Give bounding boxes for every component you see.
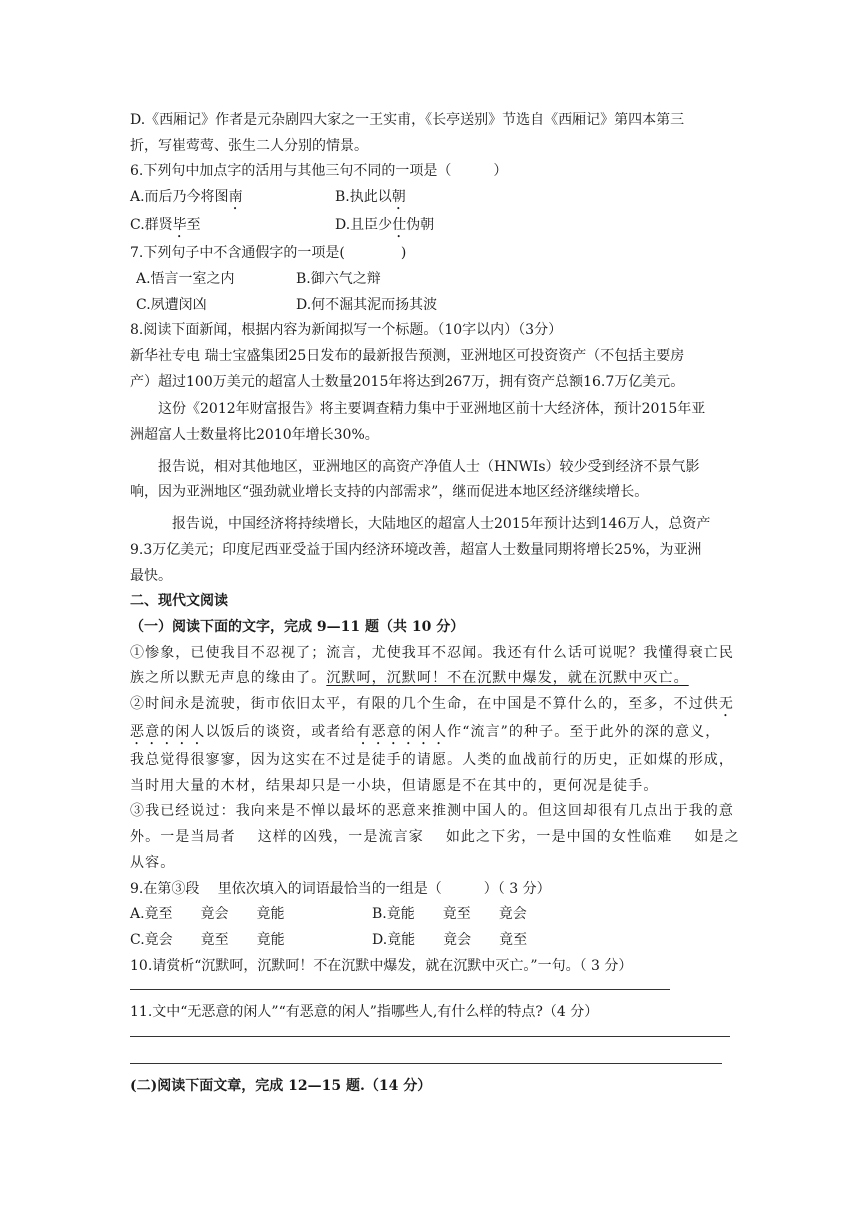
q8-news-p1-line2: 产）超过100万美元的超富人士数量2015年将达到267万，拥有资产总额16.7万亿美元。 xyxy=(130,373,685,390)
q7-option-d: D.何不淈其泥而扬其波 xyxy=(296,296,438,313)
q6-option-c: C.群贤毕至 xyxy=(130,217,201,234)
q7-option-c: C.夙遭闵凶 xyxy=(136,296,207,313)
q7-option-b: B.御六气之辩 xyxy=(296,270,381,287)
q10-stem: 10.请赏析“沉默呵，沉默呵！不在沉默中爆发，就在沉默中灭亡。”一句。（ 3 分） xyxy=(130,957,633,974)
q11-stem: 11.文中“无恶意的闲人”“有恶意的闲人”指哪些人,有什么样的特点?（4 分） xyxy=(130,1004,599,1021)
q8-news-p3-line2: 响，因为亚洲地区“强劲就业增长支持的内部需求”，继而促进本地区经济继续增长。 xyxy=(130,484,649,501)
q5-option-d-line1: D.《西厢记》作者是元杂剧四大家之一王实甫，《长亭送别》节选自《西厢记》第四本第三 xyxy=(130,112,685,128)
passage-p3-line3: 从容。 xyxy=(130,854,176,871)
q9-stem: 9.在第③段 里依次填入的词语最恰当的一组是（ ）（ 3 分） xyxy=(130,880,551,897)
q7-stem: 7.下列句子中不含通假字的一项是( ) xyxy=(130,245,407,262)
q8-news-p2-line1: 这份《2012年财富报告》将主要调查精力集中于亚洲地区前十大经济体，预计2015年亚 xyxy=(158,401,706,418)
q8-news-p4-line1: 报告说，中国经济将持续增长，大陆地区的超富人士2015年预计达到146万人，总资产 xyxy=(172,516,711,533)
q8-stem: 8.阅读下面新闻，根据内容为新闻拟写一个标题。（10字以内）（3分） xyxy=(130,322,563,339)
passage-p1-line1: ①惨象，已使我目不忍视了；流言，尤使我耳不忍闻。我还有什么话可说呢？我懂得衰亡民 xyxy=(130,644,734,661)
section2-title: 二、现代文阅读 xyxy=(130,593,228,610)
passage-underlined-sentence: 沉默呵，沉默呵！不在沉默中爆发，就在沉默中灭亡。 xyxy=(326,670,689,687)
passage-p2-line3: 我总觉得很寥寥，因为这实在不过是徒手的请愿。人类的血战前行的历史，正如煤的形成， xyxy=(130,752,734,769)
passage-p1-line2: 族之所以默无声息的缘由了。沉默呵，沉默呵！不在沉默中爆发，就在沉默中灭亡。 xyxy=(130,670,689,687)
q7-options-cd xyxy=(130,293,730,319)
q6-stem: 6.下列句中加点字的活用与其他三句不同的一项是（ ） xyxy=(130,163,508,180)
q6-option-d-dotted: 仕 xyxy=(392,217,407,234)
q6-option-b-dotted: 朝 xyxy=(391,189,406,206)
q8-news-p4-line3: 最快。 xyxy=(130,567,172,584)
q5-option-d-line2: 折，写崔莺莺、张生二人分别的情景。 xyxy=(130,137,368,154)
q9-option-d: D.竟能 竟会 竟至 xyxy=(372,931,528,948)
exam-page xyxy=(130,108,740,1100)
q9-options-cd xyxy=(130,928,730,954)
q8-news-p4-line2: 9.3万亿美元；印度尼西亚受益于国内经济环境改善，超富人士数量同期将增长25%，为亚洲 xyxy=(130,541,702,558)
passage-p2-line4: 当时用大量的木材，结果却只是一小块，但请愿是不在其中的，更何况是徒手。 xyxy=(130,777,659,794)
passage-p2-line2: 恶意的闲人以饭后的谈资，或者给有恶意的闲人作“流言”的种子。至于此外的深的意义， xyxy=(130,724,721,741)
q6-options-ab xyxy=(130,185,730,213)
passage-p3-line1: ③我已经说过：我向来是不惮以最坏的恶意来推测中国人的。但这回却很有几点出于我的意 xyxy=(130,803,734,820)
q6-options-cd xyxy=(130,213,730,241)
q6-option-a: A.而后乃今将图南 xyxy=(130,189,243,206)
q9-option-b: B.竟能 竟至 竟会 xyxy=(372,906,527,923)
q8-news-p2-line2: 洲超富人士数量将比2010年增长30%。 xyxy=(130,427,379,444)
passage-dotted-wu: 无 xyxy=(718,696,735,713)
passage-dotted-idler2: 有恶意的闲人 xyxy=(356,724,448,741)
q9-options-ab xyxy=(130,902,730,928)
section2-sub2-title: (二)阅读下面文章，完成 12—15 题.（14 分） xyxy=(130,1078,432,1095)
passage-p2-line1: ②时间永是流驶，街市依旧太平，有限的几个生命，在中国是不算什么的，至多，不过供无 xyxy=(130,696,735,713)
q8-news-p1-line1: 新华社专电 瑞士宝盛集团25日发布的最新报告预测，亚洲地区可投资资产（不包括主要房 xyxy=(130,347,685,364)
q8-news-p3-line1: 报告说，相对其他地区，亚洲地区的高资产净值人士（HNWIs）较少受到经济不景气影 xyxy=(158,458,700,475)
passage-p3-line2: 外。一是当局者 这样的凶残，一是流言家 如此之下劣，一是中国的女性临难 如是之 xyxy=(130,829,740,846)
q6-option-d: D.且臣少仕伪朝 xyxy=(335,217,435,234)
q6-option-c-dotted: 毕 xyxy=(172,217,187,234)
passage-dotted-idler1: 恶意的闲人 xyxy=(130,724,206,741)
q6-option-a-dotted: 南 xyxy=(228,189,243,206)
q9-option-a: A.竟至 竟会 竟能 xyxy=(130,906,285,923)
q9-option-c: C.竟会 竟至 竟能 xyxy=(130,931,285,948)
section2-sub1-title: （一）阅读下面的文字，完成 9—11 题（共 10 分） xyxy=(130,618,465,635)
q7-options-ab xyxy=(130,267,730,293)
q7-option-a: A.悟言一室之内 xyxy=(136,270,235,287)
q6-option-b: B.执此以朝 xyxy=(335,189,406,206)
